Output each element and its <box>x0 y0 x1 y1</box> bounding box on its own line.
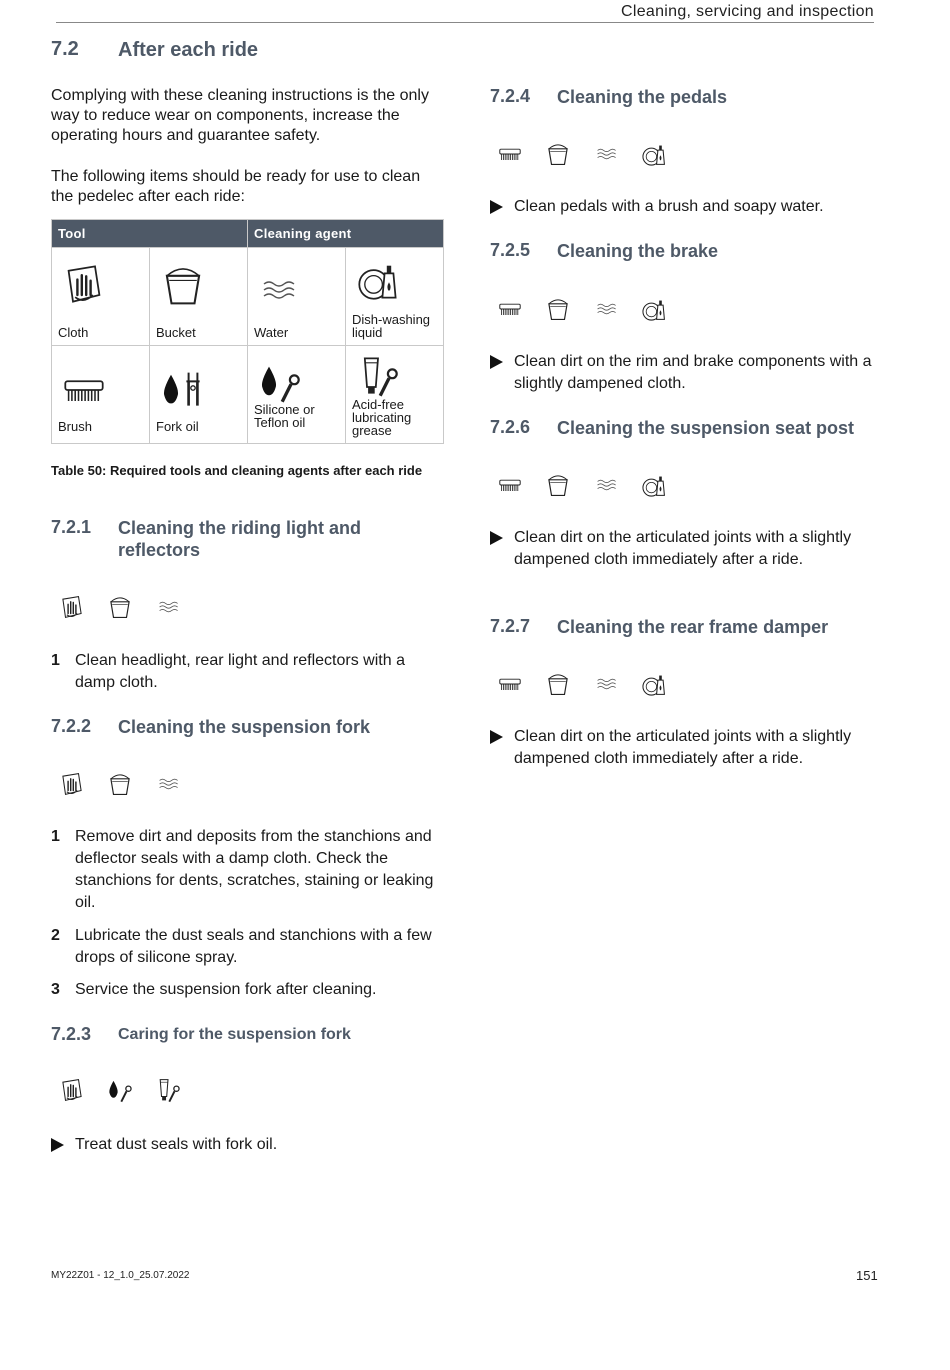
table-cell-brush <box>52 346 150 444</box>
subsection-heading-7-2-5 <box>490 240 890 264</box>
water-icon <box>258 270 298 310</box>
running-header: Cleaning, servicing and inspection <box>620 3 874 20</box>
subsection-title: Cleaning the suspension seat post <box>557 418 855 438</box>
subsection-heading-7-2-6 <box>490 417 910 441</box>
table-cell-fork-oil <box>150 346 248 444</box>
table-row <box>52 248 444 346</box>
table-header-tool: Tool <box>52 220 248 248</box>
step-text: Service the suspension fork after cleaning. <box>75 981 377 998</box>
step-text: Lubricate the dust seals and stanchions with a few drops of silicone spray. <box>75 927 432 966</box>
intro-paragraph-1: Complying with these cleaning instructions is the only way to reduce wear on components, increase the operating hours and guarantee safety. <box>51 87 429 144</box>
fork-oil-icon <box>107 1077 133 1103</box>
cloth-icon <box>59 594 85 620</box>
section-number: 7.2 <box>51 38 79 60</box>
step-7-2-2-1 <box>51 826 446 914</box>
fork-oil-icon <box>160 366 204 410</box>
table-caption: Table 50: Required tools and cleaning agents after each ride <box>51 463 423 478</box>
subsection-number: 7.2.7 <box>490 616 531 636</box>
subsection-heading-7-2-1 <box>51 517 451 563</box>
step-number: 3 <box>51 981 60 998</box>
table-cell-grease <box>346 346 444 444</box>
step-number: 1 <box>51 828 60 845</box>
cloth-icon <box>59 771 85 797</box>
table-cell-silicone-oil <box>248 346 346 444</box>
cell-label: Brush <box>58 419 92 434</box>
grease-icon <box>356 354 400 398</box>
section-heading <box>51 38 451 64</box>
table-cell-dish-washing-liquid <box>346 248 444 346</box>
bucket-icon <box>545 472 571 498</box>
step-text: Clean dirt on the articulated joints with a slightly dampened cloth immediately after a ride. <box>514 728 852 767</box>
cell-label: Bucket <box>156 325 196 340</box>
subsection-heading-7-2-4 <box>490 86 890 110</box>
step-text: Clean dirt on the articulated joints with a slightly dampened cloth immediately after a ride. <box>514 529 852 568</box>
step-7-2-6-1 <box>490 527 885 593</box>
document-id: MY22Z01 - 12_1.0_25.07.2022 <box>51 1270 190 1281</box>
bucket-icon <box>545 671 571 697</box>
subsection-title: Caring for the suspension fork <box>118 1026 351 1043</box>
bullet-arrow-icon <box>490 200 503 214</box>
subsection-heading-7-2-7 <box>490 616 890 640</box>
bucket-icon <box>545 296 571 322</box>
subsection-title: Cleaning the pedals <box>557 87 728 107</box>
icon-row-7-2-6 <box>494 470 670 500</box>
subsection-title: Cleaning the suspension fork <box>118 717 371 737</box>
icon-row-7-2-4 <box>494 139 670 169</box>
table-cell-water <box>248 248 346 346</box>
dish-washing-liquid-icon <box>356 258 400 302</box>
brush-icon <box>62 368 106 412</box>
water-icon <box>594 672 618 696</box>
dish-washing-liquid-icon <box>641 671 667 697</box>
brush-icon <box>498 142 522 166</box>
bucket-icon <box>160 262 206 308</box>
cell-label: Water <box>254 325 289 340</box>
cell-label: Cloth <box>58 325 89 340</box>
cloth-icon <box>62 262 106 306</box>
subsection-number: 7.2.6 <box>490 417 531 437</box>
table-header-row <box>52 220 444 248</box>
step-7-2-1-1 <box>51 650 446 694</box>
dish-washing-liquid-icon <box>641 296 667 322</box>
cell-label: Fork oil <box>156 419 199 434</box>
subsection-number: 7.2.2 <box>51 716 92 736</box>
subsection-title: Cleaning the brake <box>557 241 719 261</box>
subsection-title: Cleaning the riding light and reflectors <box>118 518 361 560</box>
icon-row-7-2-5 <box>494 294 670 324</box>
water-icon <box>156 772 180 796</box>
intro-paragraph-2: The following items should be ready for use to clean the pedelec after each ride: <box>51 168 421 205</box>
table-header-cleaning-agent: Cleaning agent <box>248 220 444 248</box>
step-text: Remove dirt and deposits from the stanchions and deflector seals with a damp cloth. Check the stanchions for dents, scratches, staining or leaking oil. <box>75 828 434 911</box>
step-7-2-2-2 <box>51 925 446 969</box>
water-icon <box>594 297 618 321</box>
cell-label: Acid-free lubricating grease <box>352 397 412 438</box>
step-number: 1 <box>51 652 60 669</box>
brush-icon <box>498 672 522 696</box>
icon-row-7-2-1 <box>56 592 184 622</box>
bullet-arrow-icon <box>490 531 503 545</box>
subsection-heading-7-2-2 <box>51 716 451 740</box>
brush-icon <box>498 473 522 497</box>
icon-row-7-2-3 <box>56 1075 184 1105</box>
bullet-arrow-icon <box>51 1138 64 1152</box>
icon-row-7-2-7 <box>494 669 670 699</box>
step-7-2-5-1 <box>490 351 885 395</box>
step-text: Clean dirt on the rim and brake components with a slightly dampened cloth. <box>514 353 872 392</box>
page-number: 151 <box>856 1268 878 1283</box>
step-7-2-2-3 <box>51 979 446 1001</box>
section-title: After each ride <box>118 39 259 61</box>
table-row <box>52 346 444 444</box>
cloth-icon <box>59 1077 85 1103</box>
cell-label: Silicone or Teflon oil <box>254 402 315 430</box>
bucket-icon <box>107 771 133 797</box>
subsection-heading-7-2-3 <box>51 1024 451 1048</box>
step-text: Clean headlight, rear light and reflectors with a damp cloth. <box>75 652 405 691</box>
water-icon <box>156 595 180 619</box>
step-7-2-4-1 <box>490 196 885 218</box>
dish-washing-liquid-icon <box>641 141 667 167</box>
brush-icon <box>498 297 522 321</box>
bucket-icon <box>545 141 571 167</box>
bullet-arrow-icon <box>490 730 503 744</box>
cell-label: Dish-washing liquid <box>352 312 431 340</box>
water-icon <box>594 473 618 497</box>
tools-table <box>51 219 444 444</box>
step-text: Clean pedals with a brush and soapy water. <box>514 198 824 215</box>
bucket-icon <box>107 594 133 620</box>
subsection-number: 7.2.1 <box>51 517 92 537</box>
step-7-2-7-1 <box>490 726 885 792</box>
step-number: 2 <box>51 927 60 944</box>
header-rule <box>56 22 874 23</box>
subsection-title: Cleaning the rear frame damper <box>557 617 829 637</box>
subsection-number: 7.2.5 <box>490 240 531 260</box>
table-cell-cloth <box>52 248 150 346</box>
silicone-oil-icon <box>258 360 302 404</box>
table-cell-bucket <box>150 248 248 346</box>
step-text: Treat dust seals with fork oil. <box>75 1136 278 1153</box>
subsection-number: 7.2.3 <box>51 1024 92 1044</box>
step-7-2-3-1 <box>51 1134 446 1156</box>
water-icon <box>594 142 618 166</box>
dish-washing-liquid-icon <box>641 472 667 498</box>
bullet-arrow-icon <box>490 355 503 369</box>
subsection-number: 7.2.4 <box>490 86 531 106</box>
icon-row-7-2-2 <box>56 769 184 799</box>
grease-icon <box>155 1077 181 1103</box>
